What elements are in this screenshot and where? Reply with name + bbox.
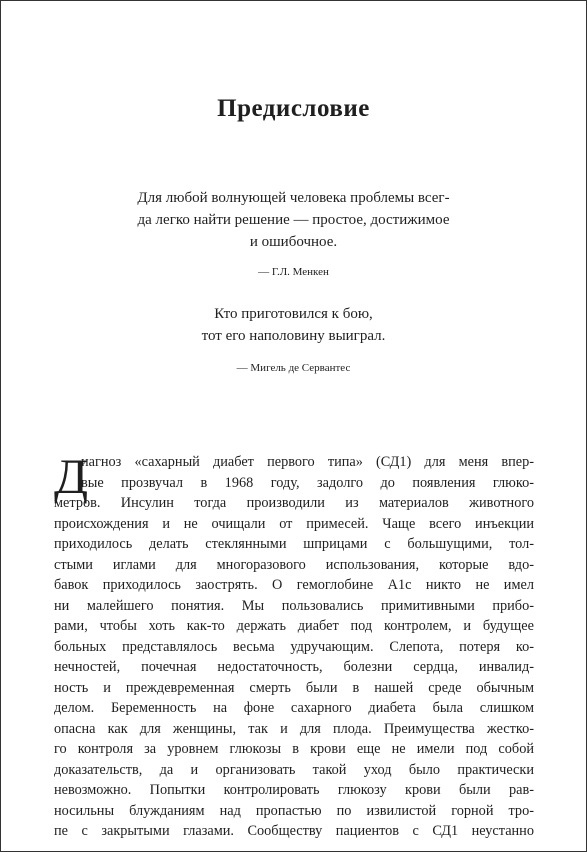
epigraph-line: и ошибочное.: [249, 234, 338, 250]
epigraph-author: — Мигель де Сервантес: [236, 362, 351, 374]
epigraph-author: — Г.Л. Менкен: [258, 266, 329, 278]
body-line: приходилось делать стеклянными шприцами с большущими, тол-: [54, 536, 534, 552]
body-line: доказательств, да и организовать такой уход было практически: [54, 761, 534, 778]
body-line: метров. Инсулин тогда производили из материалов животного: [54, 495, 534, 511]
body-line: вые прозвучал в 1968 году, задолго до появления глюко-: [81, 474, 534, 491]
body-line: делом. Беременность на фоне сахарного диабета была слишком: [54, 700, 534, 716]
epigraph-line: Для любой волнующей человека проблемы всег-: [137, 190, 450, 206]
epigraph-cervantes: [1, 303, 586, 347]
body-line: рами, чтобы хоть как-то держать диабет под контролем, и будущее: [54, 618, 534, 634]
drop-cap: Д: [54, 448, 89, 504]
body-line: пе с закрытыми глазами. Сообществу пациентов с СД1 неустанно: [54, 823, 534, 839]
body-line: происхождения и не очищали от примесей. Чаще всего инъекции: [54, 515, 534, 532]
body-line: невозможно. Попытки контролировать глюкозу крови были рав-: [54, 782, 534, 798]
body-line: бавок приходилось заострять. О гемоглобине A1с никто не имел: [54, 577, 534, 593]
body-line: носильны блужданиям над пропастью по извилистой горной тро-: [54, 802, 534, 819]
page-title: Предисловие: [217, 95, 370, 122]
body-paragraph: [54, 448, 534, 842]
epigraph-line: тот его наполовину выиграл.: [201, 328, 386, 344]
body-line: го контроля за уровнем глюкозы в крови еще не имели под собой: [54, 741, 534, 757]
body-line: опасна как для женщины, так и для плода. Преимущества жестко-: [54, 720, 534, 737]
epigraph-menken: [1, 187, 586, 253]
body-line: больных представлялось весьма удручающим. Слепота, потеря ко-: [54, 638, 534, 655]
body-line: нечностей, почечная недостаточность, болезни сердца, инвалид-: [54, 659, 534, 675]
epigraph-line: да легко найти решение — простое, достижимое: [137, 212, 450, 228]
body-line: иагноз «сахарный диабет первого типа» (СД1) для меня впер-: [81, 454, 534, 470]
body-line: ность и преждевременная смерть были в нашей среде обычным: [54, 679, 534, 696]
body-line: стыми иглами для многоразового использования, которые вдо-: [54, 556, 534, 573]
epigraph-line: Кто приготовился к бою,: [214, 306, 373, 322]
body-line: ни малейшего понятия. Мы пользовались примитивными прибо-: [54, 597, 534, 614]
